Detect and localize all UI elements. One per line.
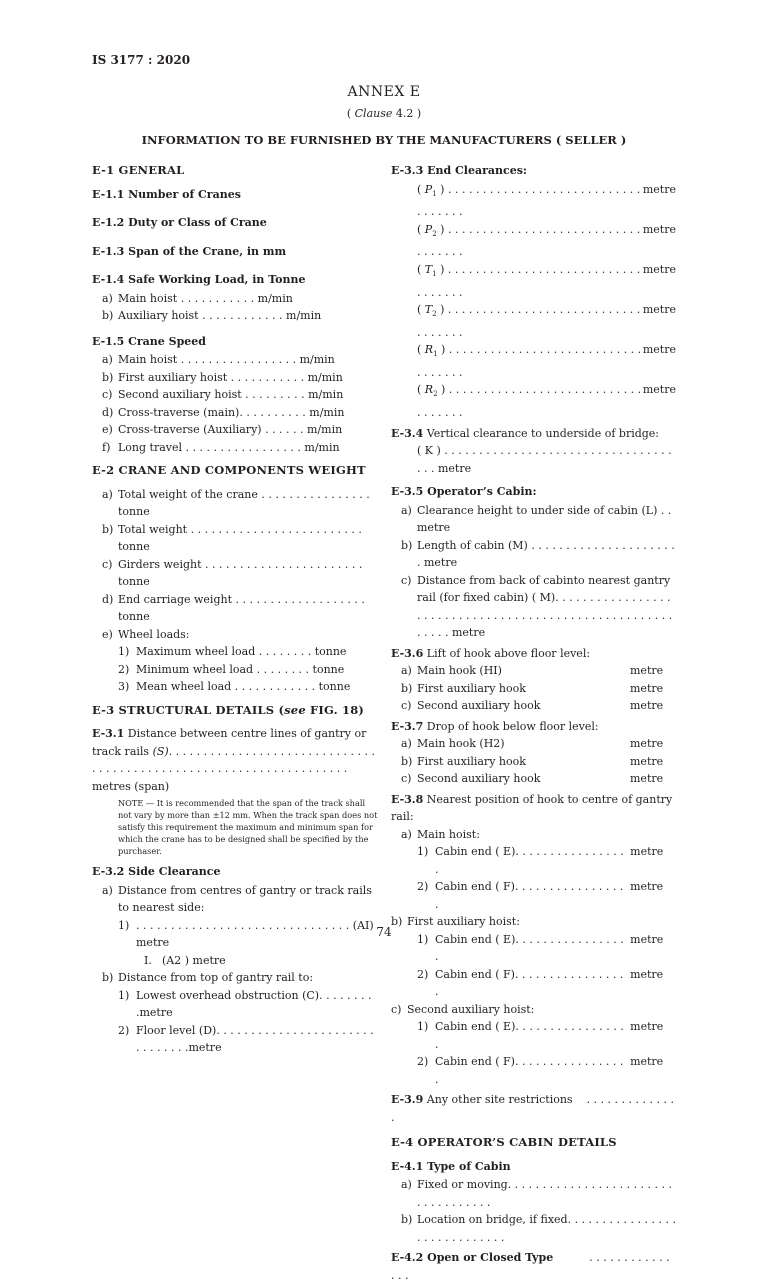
e3-2-item-a bbox=[92, 882, 378, 917]
e3-title-see: see bbox=[284, 702, 306, 717]
e3-7-num: E-3.7 bbox=[391, 719, 424, 733]
e3-9-text: Any other site restrictions bbox=[423, 1093, 573, 1107]
e3-9-dots: . . . . . . . . . . . . . . bbox=[391, 1093, 674, 1124]
clearance-unit: metre bbox=[642, 222, 676, 236]
clearance-subscript: 2 bbox=[432, 229, 437, 238]
item-unit: metre bbox=[630, 932, 664, 946]
e4-2-dots: . . . . . . . . . . . . . . . bbox=[391, 1251, 670, 1282]
e3-2-item-a2 bbox=[92, 952, 378, 970]
item-text: . . . . . . . . . . . . . . . . . . . . . . . . . . . . . . . (AI) metre bbox=[136, 918, 374, 949]
item-text: Cross-traverse (main). . . . . . . . . . m/min bbox=[118, 405, 345, 419]
item-label: 2) bbox=[118, 662, 130, 676]
item-text: Auxiliary hoist . . . . . . . . . . . . m/min bbox=[118, 309, 322, 322]
wheel-loads-list bbox=[92, 643, 378, 696]
end-clearance-left: ( $R_1$ ) . . . . . . . . . . . . . . . . . . . . . . . . . . . . . . . . . . . bbox=[417, 343, 642, 379]
item-label: b) bbox=[102, 370, 114, 384]
item-text-row bbox=[435, 1018, 676, 1053]
e2-list bbox=[92, 486, 378, 644]
e3-title-a: E-3 STRUCTURAL DETAILS ( bbox=[92, 702, 285, 717]
clearance-dots: . . . . . . . . . . . . . . . . . . . . . . . . . . . . . . . . . . . bbox=[417, 383, 642, 420]
e3-1-symbol: (S) bbox=[152, 744, 169, 758]
list-item bbox=[391, 1018, 676, 1053]
item-label: b) bbox=[102, 309, 114, 322]
list-item bbox=[92, 626, 378, 644]
end-clearance-row bbox=[391, 381, 676, 421]
end-clearance-row bbox=[391, 181, 676, 221]
e3-9-num: E-3.9 bbox=[391, 1093, 424, 1107]
end-clearance-left: ( $R_2$ ) . . . . . . . . . . . . . . . . . . . . . . . . . . . . . . . . . . . bbox=[417, 383, 642, 420]
clearance-dots: . . . . . . . . . . . . . . . . . . . . . . . . . . . . . . . . . . . bbox=[417, 303, 641, 339]
item-label: e) bbox=[102, 627, 113, 641]
item-label: d) bbox=[102, 592, 114, 606]
item-text: Second auxiliary hook bbox=[417, 772, 541, 786]
list-item bbox=[391, 1176, 676, 1211]
item-unit: metre bbox=[630, 1055, 664, 1069]
item-label: c) bbox=[102, 388, 113, 401]
clearance-symbol: R bbox=[424, 383, 434, 397]
item-label: 1) bbox=[417, 932, 429, 946]
item-text: Second auxiliary hoist: bbox=[407, 1002, 535, 1016]
list-item bbox=[391, 966, 676, 1001]
item-text-row bbox=[417, 697, 676, 715]
item-text: Main hoist . . . . . . . . . . . . . . . . . m/min bbox=[118, 353, 335, 366]
item-text-row bbox=[435, 843, 676, 878]
clearance-dots: . . . . . . . . . . . . . . . . . . . . . . . . . . . . . . . . . . . bbox=[417, 343, 642, 379]
item-text-row bbox=[417, 680, 676, 698]
item-text: Cabin end ( E). . . . . . . . . . . . . . . . . bbox=[435, 1020, 624, 1051]
item-label: 3) bbox=[118, 680, 130, 693]
item-label: 1) bbox=[417, 845, 429, 859]
item-unit: metre bbox=[630, 967, 664, 981]
e3-8-list bbox=[391, 826, 676, 1089]
end-clearance-row bbox=[391, 261, 676, 301]
item-text: Main hoist: bbox=[417, 827, 480, 841]
item-text: Second auxiliary hoist . . . . . . . . . m/min bbox=[118, 388, 344, 401]
clearance-symbol: T bbox=[424, 262, 433, 276]
e3-4-num: E-3.4 bbox=[391, 426, 424, 440]
section-e1-1: E-1.1 Number of Cranes bbox=[92, 187, 241, 201]
clearance-symbol: R bbox=[424, 343, 434, 357]
item-label: c) bbox=[401, 772, 412, 786]
list-item bbox=[92, 521, 378, 556]
item-text-row bbox=[417, 770, 676, 788]
clearance-unit: metre bbox=[642, 343, 676, 357]
item-text-row bbox=[435, 1053, 676, 1088]
list-item bbox=[92, 404, 378, 422]
clearance-symbol: P bbox=[424, 222, 433, 236]
e4-1-list bbox=[391, 1176, 676, 1246]
e3-title-b: FIG. 18) bbox=[305, 702, 365, 717]
clause-rest: 4.2 ) bbox=[392, 107, 422, 120]
list-item bbox=[391, 770, 676, 788]
group-header bbox=[391, 1001, 676, 1019]
item-text: Wheel loads: bbox=[118, 627, 190, 641]
section-e1: E-1 GENERAL bbox=[92, 163, 185, 177]
item-text: Cabin end ( F). . . . . . . . . . . . . . . . . bbox=[435, 1055, 624, 1086]
section-e3-6 bbox=[391, 645, 676, 663]
section-e3-1 bbox=[92, 725, 378, 795]
item-text: First auxiliary hook bbox=[417, 681, 526, 695]
list-item bbox=[92, 386, 378, 404]
item-label: 2) bbox=[118, 1023, 130, 1037]
item-label: 1) bbox=[417, 1020, 429, 1034]
end-clearance-row bbox=[391, 301, 676, 341]
section-e3 bbox=[92, 702, 378, 720]
e3-6-list bbox=[391, 662, 676, 715]
item-text: Distance from centres of gantry or track rails to nearest side: bbox=[118, 883, 372, 914]
e4-2-title: E-4.2 Open or Closed Type bbox=[391, 1251, 554, 1265]
clearance-subscript: 1 bbox=[433, 350, 438, 359]
section-e4-2 bbox=[391, 1249, 676, 1284]
item-text: Main hoist . . . . . . . . . . . m/min bbox=[118, 291, 293, 305]
note: NOTE — It is recommended that the span of the track shall not vary by more than ±12 mm. When the track span does not satisfy this requirement the maximum and minimum span for which the crane has to be designed shall be specified by the purchaser. bbox=[118, 798, 378, 856]
e3-6-num: E-3.6 bbox=[391, 646, 424, 660]
item-unit: metre bbox=[630, 699, 664, 713]
item-text: Fixed or moving. . . . . . . . . . . . . . . . . . . . . . . . . . . . . . . . . . . bbox=[417, 1178, 673, 1209]
item-text: Maximum wheel load . . . . . . . . tonne bbox=[136, 645, 347, 658]
item-text: Distance from top of gantry rail to: bbox=[118, 971, 314, 984]
item-label: 1) bbox=[118, 988, 130, 1002]
item-text: Mean wheel load . . . . . . . . . . . . tonne bbox=[136, 680, 351, 693]
clearance-subscript: 2 bbox=[432, 310, 437, 319]
e3-1-dots: . . . . . . . . . . . . . . . . . . . . . . . . . . . . . . . . . . . . . . . . . . . . . . . . . . . . . . . . . . . . . . . . . . . metres (span) bbox=[92, 744, 375, 793]
left-column bbox=[92, 160, 378, 1057]
e3-8-num: E-3.8 bbox=[391, 792, 424, 806]
item-unit: metre bbox=[630, 772, 664, 786]
clearance-subscript: 1 bbox=[432, 270, 437, 279]
item-text: Cabin end ( E). . . . . . . . . . . . . . . . . bbox=[435, 845, 624, 876]
section-e1-5: E-1.5 Crane Speed bbox=[92, 334, 206, 348]
item-label: b) bbox=[401, 538, 413, 552]
end-clearances-list bbox=[391, 181, 676, 422]
item-text: Main hook (H2) bbox=[417, 737, 505, 751]
item-label: b) bbox=[401, 754, 413, 768]
clearance-dots: . . . . . . . . . . . . . . . . . . . . . . . . . . . . . . . . . . . bbox=[417, 262, 641, 299]
item-text: (A2 ) metre bbox=[162, 953, 226, 967]
clearance-unit: metre bbox=[642, 262, 676, 276]
e3-8-text: Nearest position of hook to centre of gantry rail: bbox=[391, 792, 673, 824]
section-e1-3: E-1.3 Span of the Crane, in mm bbox=[92, 244, 287, 258]
item-text: First auxiliary hook bbox=[417, 754, 526, 768]
end-clearance-left: ( $P_2$ ) . . . . . . . . . . . . . . . . . . . . . . . . . . . . . . . . . . . bbox=[417, 222, 641, 259]
item-label: 1) bbox=[118, 645, 130, 658]
e3-2-item-b2 bbox=[92, 1022, 378, 1057]
item-label: b) bbox=[102, 971, 114, 984]
e3-7-list bbox=[391, 735, 676, 788]
section-e1-4: E-1.4 Safe Working Load, in Tonne bbox=[92, 273, 306, 286]
e1-5-list bbox=[92, 351, 378, 456]
e3-1-num: E-3.1 bbox=[92, 727, 125, 740]
item-label: I. bbox=[144, 953, 152, 967]
section-e3-2: E-3.2 Side Clearance bbox=[92, 865, 221, 878]
e3-4-text: Vertical clearance to underside of bridge: bbox=[423, 426, 660, 440]
item-label: d) bbox=[102, 405, 114, 419]
main-heading: INFORMATION TO BE FURNISHED BY THE MANUFACTURERS ( SELLER ) bbox=[141, 133, 627, 147]
e3-6-text: Lift of hook above floor level: bbox=[423, 646, 591, 660]
list-item bbox=[391, 878, 676, 913]
list-item bbox=[92, 661, 378, 679]
item-text: Length of cabin (M) . . . . . . . . . . . . . . . . . . . . . . metre bbox=[417, 538, 675, 570]
item-text: First auxiliary hoist . . . . . . . . . . . m/min bbox=[118, 370, 343, 384]
item-text-row bbox=[417, 662, 676, 680]
item-label: c) bbox=[401, 699, 412, 713]
list-item bbox=[391, 680, 676, 698]
e3-1-text: Distance between centre lines of gantry or track rails bbox=[92, 727, 367, 758]
item-text: Girders weight . . . . . . . . . . . . . . . . . . . . . . . tonne bbox=[118, 557, 363, 588]
section-e4-1: E-4.1 Type of Cabin bbox=[391, 1159, 511, 1173]
section-e3-4 bbox=[391, 425, 676, 443]
item-label: f) bbox=[102, 440, 111, 454]
end-clearance-row bbox=[391, 341, 676, 381]
end-clearance-left: ( $T_1$ ) . . . . . . . . . . . . . . . . . . . . . . . . . . . . . . . . . . . bbox=[417, 262, 641, 299]
list-item bbox=[391, 572, 676, 642]
item-label: b) bbox=[102, 522, 114, 536]
item-text: Lowest overhead obstruction (C). . . . . . . . .metre bbox=[136, 988, 372, 1019]
e3-2-item-b bbox=[92, 969, 378, 987]
item-label: b) bbox=[391, 915, 403, 929]
item-text: Second auxiliary hook bbox=[417, 699, 541, 713]
item-unit: metre bbox=[630, 880, 664, 894]
list-item bbox=[391, 843, 676, 878]
item-unit: metre bbox=[630, 681, 664, 695]
section-e2: E-2 CRANE AND COMPONENTS WEIGHT bbox=[92, 463, 366, 477]
end-clearance-left: ( $T_2$ ) . . . . . . . . . . . . . . . . . . . . . . . . . . . . . . . . . . . bbox=[417, 303, 641, 339]
item-text-row bbox=[435, 966, 676, 1001]
list-item bbox=[391, 537, 676, 572]
item-unit: metre bbox=[630, 754, 664, 768]
list-item bbox=[92, 369, 378, 387]
e3-2-item-b1 bbox=[92, 987, 378, 1022]
annex-title: ANNEX E bbox=[347, 84, 421, 100]
e1-4-list bbox=[92, 290, 378, 325]
item-text: Long travel . . . . . . . . . . . . . . . . . m/min bbox=[118, 440, 340, 454]
section-e3-8 bbox=[391, 791, 676, 826]
item-label: a) bbox=[401, 737, 412, 751]
list-item bbox=[92, 421, 378, 439]
item-label: e) bbox=[102, 423, 113, 436]
list-item bbox=[92, 290, 378, 308]
item-label: b) bbox=[401, 681, 413, 695]
e3-7-text: Drop of hook below floor level: bbox=[423, 719, 599, 733]
item-text: Cabin end ( F). . . . . . . . . . . . . . . . . bbox=[435, 880, 624, 911]
item-label: 2) bbox=[417, 880, 429, 894]
item-text: Cabin end ( F). . . . . . . . . . . . . . . . . bbox=[435, 967, 624, 999]
list-item bbox=[92, 307, 378, 325]
item-unit: metre bbox=[630, 845, 664, 859]
list-item bbox=[92, 678, 378, 696]
list-item bbox=[92, 591, 378, 626]
item-label: a) bbox=[102, 291, 113, 305]
item-label: 2) bbox=[417, 967, 429, 981]
item-text: Cross-traverse (Auxiliary) . . . . . . m/min bbox=[118, 423, 343, 436]
clearance-unit: metre bbox=[642, 182, 676, 196]
list-item bbox=[391, 1053, 676, 1088]
e3-5-list bbox=[391, 502, 676, 642]
item-text: Distance from back of cabinto nearest gantry rail (for fixed cabin) ( M). . . . . . . . . . . . . . . . . . . . . . . . . . . . . . . . . . . . . . . . . . . . . . . . . . . . . . . . . . . metre bbox=[417, 573, 673, 640]
list-item bbox=[391, 697, 676, 715]
item-label: a) bbox=[102, 353, 113, 366]
clearance-subscript: 2 bbox=[433, 390, 438, 399]
item-text: Minimum wheel load . . . . . . . . tonne bbox=[136, 662, 345, 676]
item-text: End carriage weight . . . . . . . . . . . . . . . . . . . tonne bbox=[118, 592, 365, 623]
document-header: IS 3177 : 2020 bbox=[92, 53, 191, 67]
item-text-row bbox=[417, 735, 676, 753]
item-label: b) bbox=[401, 1213, 413, 1227]
list-item bbox=[92, 351, 378, 369]
item-text: Floor level (D). . . . . . . . . . . . . . . . . . . . . . . . . . . . . . .metre bbox=[136, 1023, 374, 1054]
list-item bbox=[391, 662, 676, 680]
right-column bbox=[391, 160, 676, 1284]
list-item bbox=[92, 643, 378, 661]
list-item bbox=[92, 556, 378, 591]
item-label: a) bbox=[401, 503, 412, 517]
item-label: a) bbox=[102, 487, 113, 501]
clearance-symbol: P bbox=[424, 182, 433, 196]
item-label: c) bbox=[102, 557, 113, 571]
clearance-subscript: 1 bbox=[432, 189, 437, 198]
list-item bbox=[391, 753, 676, 771]
annex-clause bbox=[0, 107, 768, 120]
item-text-row bbox=[435, 878, 676, 913]
item-label: a) bbox=[401, 664, 412, 678]
item-label: c) bbox=[391, 1002, 402, 1016]
item-label: 2) bbox=[417, 1055, 429, 1069]
item-text: Main hook (HI) bbox=[417, 664, 502, 678]
clearance-symbol: T bbox=[424, 303, 433, 317]
item-unit: metre bbox=[630, 1020, 664, 1034]
item-text-row bbox=[417, 753, 676, 771]
section-e3-5: E-3.5 Operator’s Cabin: bbox=[391, 485, 537, 499]
clause-word: Clause bbox=[354, 107, 393, 120]
list-item bbox=[391, 735, 676, 753]
item-label: a) bbox=[102, 883, 113, 897]
item-unit: metre bbox=[630, 737, 664, 751]
section-e4: E-4 OPERATOR’S CABIN DETAILS bbox=[391, 1135, 617, 1150]
section-e3-9 bbox=[391, 1091, 676, 1126]
clearance-unit: metre bbox=[642, 383, 676, 397]
item-text: Location on bridge, if fixed. . . . . . . . . . . . . . . . . . . . . . . . . . . . . bbox=[417, 1213, 676, 1244]
clause-open: ( bbox=[346, 107, 355, 120]
clearance-dots: . . . . . . . . . . . . . . . . . . . . . . . . . . . . . . . . . . . bbox=[417, 222, 641, 259]
item-label: a) bbox=[401, 827, 412, 841]
list-item bbox=[391, 502, 676, 537]
list-item bbox=[92, 486, 378, 521]
item-label: c) bbox=[401, 573, 412, 587]
list-item bbox=[391, 1211, 676, 1246]
end-clearance-left: ( $P_1$ ) . . . . . . . . . . . . . . . . . . . . . . . . . . . . . . . . . . . bbox=[417, 182, 641, 219]
group-header bbox=[391, 826, 676, 844]
page-number: 74 bbox=[376, 925, 392, 939]
item-label: a) bbox=[401, 1178, 412, 1192]
e3-4-line: ( K ) . . . . . . . . . . . . . . . . . . . . . . . . . . . . . . . . . . . . metre bbox=[417, 444, 672, 475]
item-label: 1) bbox=[118, 918, 130, 932]
item-unit: metre bbox=[630, 664, 664, 678]
item-text: Total weight of the crane . . . . . . . . . . . . . . . . tonne bbox=[118, 487, 370, 518]
item-text: Total weight . . . . . . . . . . . . . . . . . . . . . . . . . tonne bbox=[118, 522, 362, 553]
end-clearance-row bbox=[391, 221, 676, 261]
list-item bbox=[92, 439, 378, 457]
item-text: Clearance height to under side of cabin (L) . . metre bbox=[417, 503, 672, 535]
clearance-unit: metre bbox=[642, 303, 676, 317]
section-e1-2: E-1.2 Duty or Class of Crane bbox=[92, 216, 267, 229]
section-e3-3: E-3.3 End Clearances: bbox=[391, 164, 527, 177]
item-text: Cabin end ( E). . . . . . . . . . . . . . . . . bbox=[435, 932, 624, 964]
clearance-dots: . . . . . . . . . . . . . . . . . . . . . . . . . . . . . . . . . . . bbox=[417, 182, 641, 219]
section-e3-7 bbox=[391, 718, 676, 736]
item-text: First auxiliary hoist: bbox=[407, 915, 520, 929]
